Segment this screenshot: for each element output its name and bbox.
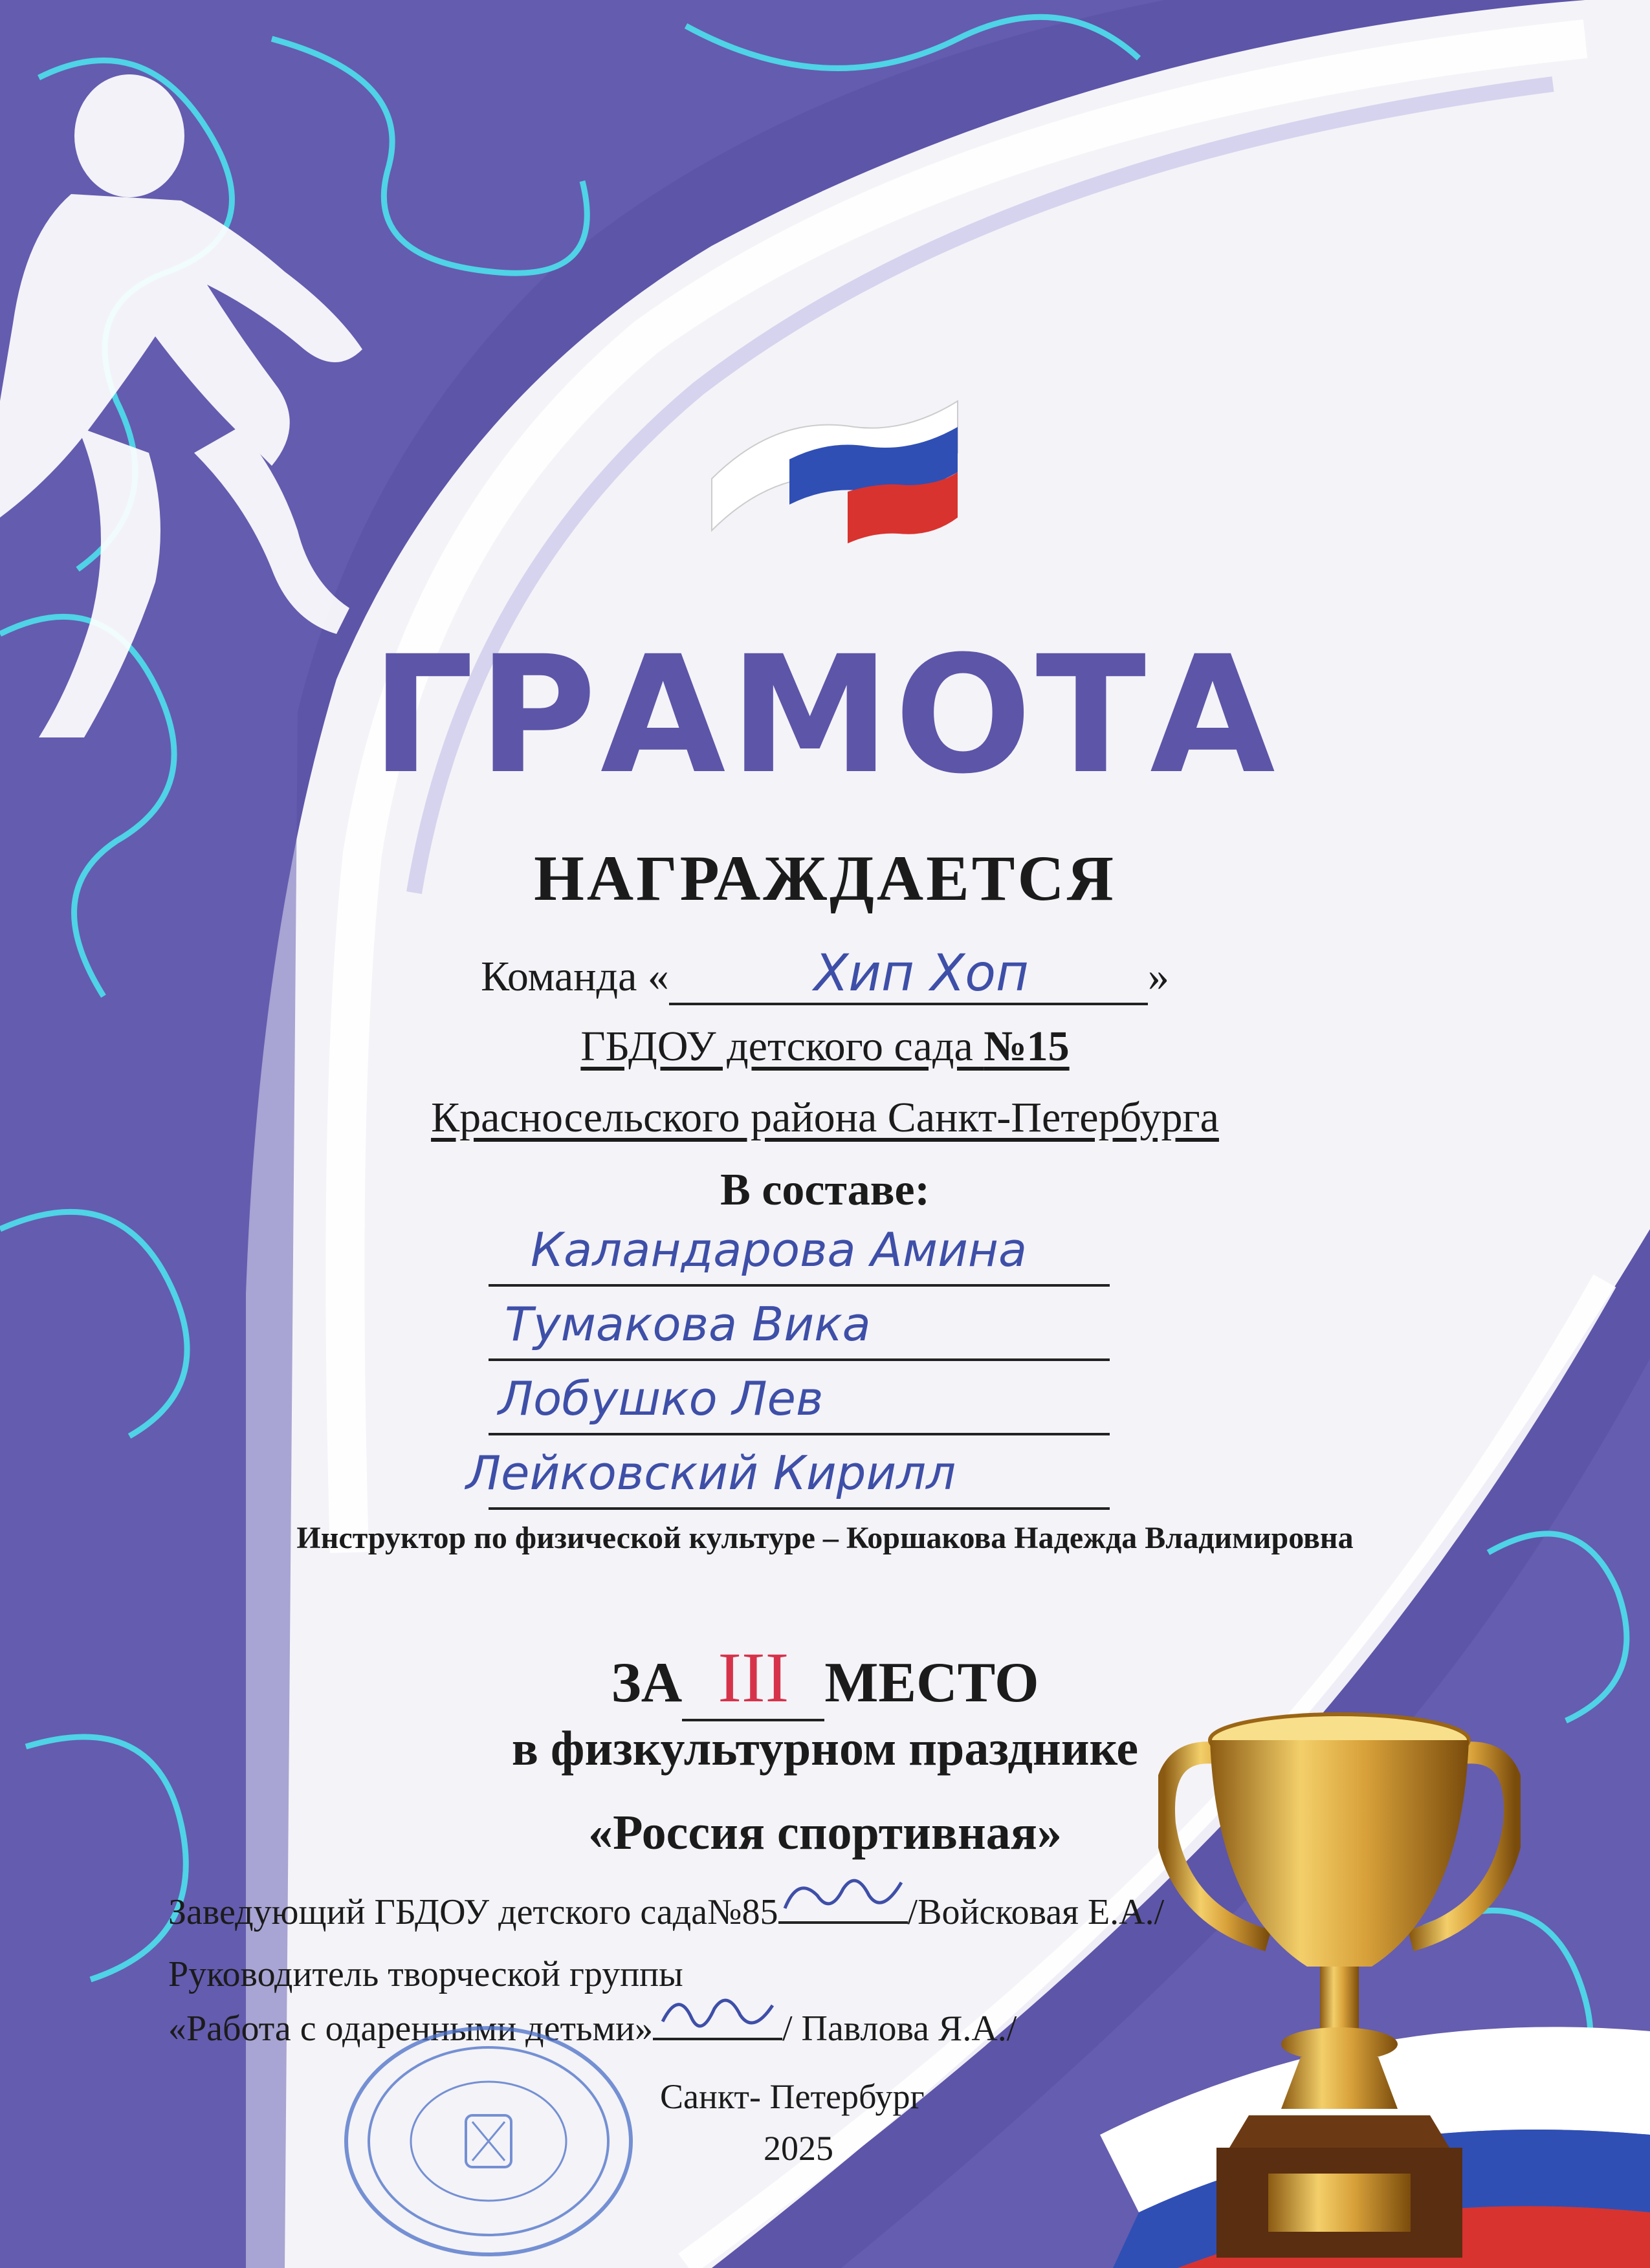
- group-leader-title: Руководитель творческой группы: [168, 1954, 683, 1994]
- member-line-1: [489, 1284, 1110, 1287]
- signature-icon: [653, 1986, 782, 2044]
- member-name-4: Лейковский Кирилл: [466, 1446, 956, 1500]
- instructor-line: Инструктор по физической культуре – Коршакова Надежда Владимировна: [296, 1521, 1354, 1555]
- member-line-4: [489, 1507, 1110, 1510]
- org-line-1-text: ГБДОУ детского сада: [580, 1023, 984, 1070]
- group-name: «Работа с одаренными детьми»: [168, 2009, 653, 2049]
- team-suffix: »: [1147, 953, 1169, 1000]
- event-name: «Россия спортивная»: [588, 1805, 1062, 1860]
- trophy-icon: [1158, 1695, 1521, 2264]
- place-suffix: МЕСТО: [824, 1652, 1039, 1714]
- group-signature-blank: [653, 2005, 782, 2040]
- team-name-blank: [669, 944, 1148, 1005]
- member-line-3: [489, 1433, 1110, 1435]
- russian-flag-icon: [699, 388, 971, 556]
- member-name-3: Лобушко Лев: [498, 1371, 824, 1426]
- head-signature-line: [168, 1889, 1164, 1933]
- team-name-handwritten: Хип Хоп: [813, 944, 1029, 1003]
- members-heading: В составе:: [720, 1165, 930, 1215]
- place-blank: [682, 1637, 824, 1721]
- city: Санкт- Петербург: [660, 2077, 925, 2116]
- org-line-2: Красносельского района Санкт-Петербурга: [431, 1094, 1219, 1141]
- team-prefix: Команда «: [481, 953, 669, 1000]
- official-seal-icon: [336, 2018, 641, 2264]
- awarded-heading: НАГРАЖДАЕТСЯ: [534, 842, 1116, 914]
- group-leader-name: / Павлова Я.А./: [782, 2009, 1017, 2049]
- team-line: [0, 944, 1650, 1005]
- head-name: /Войсковая Е.А./: [907, 1892, 1165, 1932]
- member-name-1: Каландарова Амина: [531, 1223, 1028, 1277]
- signature-icon: [778, 1870, 908, 1928]
- member-name-2: Тумакова Вика: [505, 1297, 871, 1351]
- event-line: в физкультурном празднике: [511, 1721, 1139, 1776]
- place-prefix: ЗА: [611, 1652, 683, 1714]
- org-line-1: [0, 1022, 1650, 1071]
- member-line-2: [489, 1358, 1110, 1361]
- org-number: №15: [984, 1023, 1070, 1070]
- head-signature-blank: [778, 1889, 908, 1924]
- certificate-title: ГРАМОТА: [371, 621, 1279, 809]
- place-handwritten: III: [718, 1638, 789, 1717]
- head-title: Заведующий ГБДОУ детского сада№85: [168, 1892, 778, 1932]
- year: 2025: [764, 2129, 833, 2168]
